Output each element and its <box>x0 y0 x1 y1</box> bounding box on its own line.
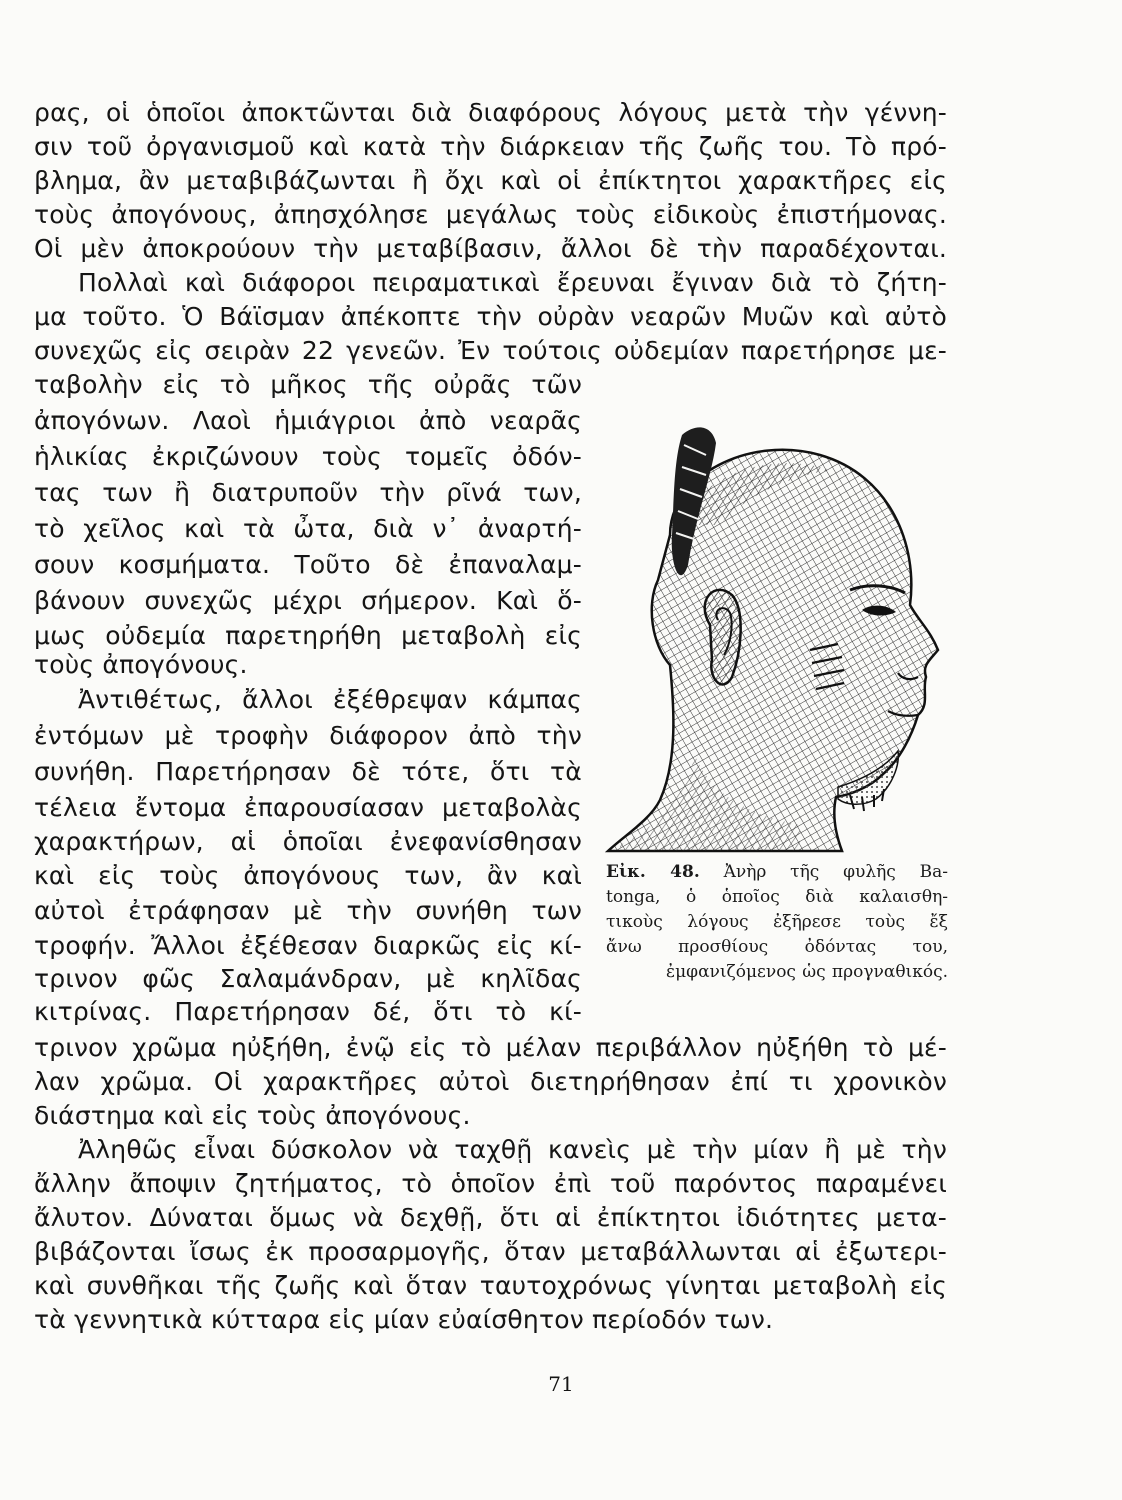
caption-text: τικοὺς λόγους ἐξῆρεσε τοὺς ἔξ <box>606 912 948 932</box>
figure-label: Εἰκ. 48. <box>606 862 700 882</box>
text-line: κιτρίνας. Παρετήρησαν δέ, ὅτι τὸ κί- <box>34 997 582 1026</box>
text-line: τέλεια ἔντομα ἐπαρουσίασαν μεταβολὰς <box>34 793 582 822</box>
text-line: Οἱ μὲν ἀποκρούουν τὴν μεταβίβασιν, ἄλλοι δὲ τὴν παραδέχονται. <box>34 234 947 263</box>
text-line: τὸ χεῖλος καὶ τὰ ὦτα, διὰ ν᾽ ἀναρτή- <box>34 514 582 543</box>
text-line: Ἀληθῶς εἶναι δύσκολον νὰ ταχθῇ κανεὶς μὲ τὴν μίαν ἢ μὲ τὴν <box>78 1135 947 1164</box>
caption-text: tonga, ὁ ὁποῖος διὰ καλαισθη- <box>606 887 948 907</box>
text-line: Πολλαὶ καὶ διάφοροι πειραματικαὶ ἔρευναι ἔγιναν διὰ τὸ ζήτη- <box>78 268 947 297</box>
caption-text: ἄνω προσθίους ὀδόντας του, <box>606 937 948 957</box>
text-line: καὶ συνθῆκαι τῆς ζωῆς καὶ ὅταν ταυτοχρόνως γίνηται μεταβολὴ εἰς <box>34 1271 947 1300</box>
text-line: συνήθη. Παρετήρησαν δὲ τότε, ὅτι τὰ <box>34 757 582 786</box>
text-line: ρας, οἱ ὁποῖοι ἀποκτῶνται διὰ διαφόρους λόγους μετὰ τὴν γέννη- <box>34 98 947 127</box>
text-line: ἄλλην ἄποψιν ζητήματος, τὸ ὁποῖον ἐπὶ τοῦ παρόντος παραμένει <box>34 1169 947 1198</box>
text-line: τρινον φῶς Σαλαμάνδραν, μὲ κηλῖδας <box>34 964 582 993</box>
text-line: ἡλικίας ἐκριζώνουν τοὺς τομεῖς ὀδόν- <box>34 442 582 471</box>
text-line: βιβάζονται ἴσως ἐκ προσαρμογῆς, ὅταν μεταβάλλωνται αἱ ἐξωτερι- <box>34 1237 947 1266</box>
text-line: σιν τοῦ ὀργανισμοῦ καὶ κατὰ τὴν διάρκειαν τῆς ζωῆς του. Τὸ πρό- <box>34 132 947 161</box>
text-line: τὰ γεννητικὰ κύτταρα εἰς μίαν εὐαίσθητον περίοδόν των. <box>34 1305 774 1334</box>
text-line: χαρακτήρων, αἱ ὁποῖαι ἐνεφανίσθησαν <box>34 827 582 856</box>
page-number: 71 <box>548 1372 574 1396</box>
text-line: τροφήν. Ἄλλοι ἐξέθεσαν διαρκῶς εἰς κί- <box>34 931 582 960</box>
text-line: λαν χρῶμα. Οἱ χαρακτῆρες αὐτοὶ διετηρήθησαν ἐπί τι χρονικὸν <box>34 1067 947 1096</box>
text-line: τοὺς ἀπογόνους. <box>34 650 248 679</box>
figure-caption <box>606 860 948 985</box>
text-line: βάνουν συνεχῶς μέχρι σήμερον. Καὶ ὅ- <box>34 586 582 615</box>
text-line: ταβολὴν εἰς τὸ μῆκος τῆς οὐρᾶς τῶν <box>34 370 582 399</box>
text-line: αὐτοὶ ἐτράφησαν μὲ τὴν συνήθη των <box>34 896 582 925</box>
text-line: σουν κοσμήματα. Τοῦτο δὲ ἐπαναλαμ- <box>34 550 582 579</box>
text-line: βλημα, ἂν μεταβιβάζωνται ἢ ὄχι καὶ οἱ ἐπίκτητοι χαρακτῆρες εἰς <box>34 166 947 195</box>
portrait-illustration <box>600 415 950 855</box>
text-line: ἀπογόνων. Λαοὶ ἡμιάγριοι ἀπὸ νεαρᾶς <box>34 406 582 435</box>
text-line: τρινον χρῶμα ηὐξήθη, ἐνῷ εἰς τὸ μέλαν περιβάλλον ηὐξήθη τὸ μέ- <box>34 1033 947 1062</box>
text-line: ἐντόμων μὲ τροφὴν διάφορον ἀπὸ τὴν <box>34 721 582 750</box>
text-line: μως οὐδεμία παρετηρήθη μεταβολὴ εἰς <box>34 621 582 650</box>
text-line: ἄλυτον. Δύναται ὅμως νὰ δεχθῇ, ὅτι αἱ ἐπίκτητοι ἰδιότητες μετα- <box>34 1203 947 1232</box>
text-line: τοὺς ἀπογόνους, ἀπησχόλησε μεγάλως τοὺς εἰδικοὺς ἐπιστήμονας. <box>34 200 947 229</box>
text-line: μα τοῦτο. Ὁ Βάϊσμαν ἀπέκοπτε τὴν οὐρὰν νεαρῶν Μυῶν καὶ αὐτὸ <box>34 302 947 331</box>
caption-text: ἐμφανιζόμενος ὡς προγναθικός. <box>666 962 948 982</box>
text-line: διάστημα καὶ εἰς τοὺς ἀπογόνους. <box>34 1101 471 1130</box>
caption-text: Ἀνὴρ τῆς φυλῆς Ba- <box>723 862 949 882</box>
text-line: συνεχῶς εἰς σειρὰν 22 γενεῶν. Ἐν τούτοις οὐδεμίαν παρετήρησε με- <box>34 336 947 365</box>
text-line: τας των ἢ διατρυποῦν τὴν ρῖνά των, <box>34 478 582 507</box>
text-line: καὶ εἰς τοὺς ἀπογόνους των, ἂν καὶ <box>34 861 582 890</box>
text-line: Ἀντιθέτως, ἄλλοι ἐξέθρεψαν κάμπας <box>78 685 582 714</box>
